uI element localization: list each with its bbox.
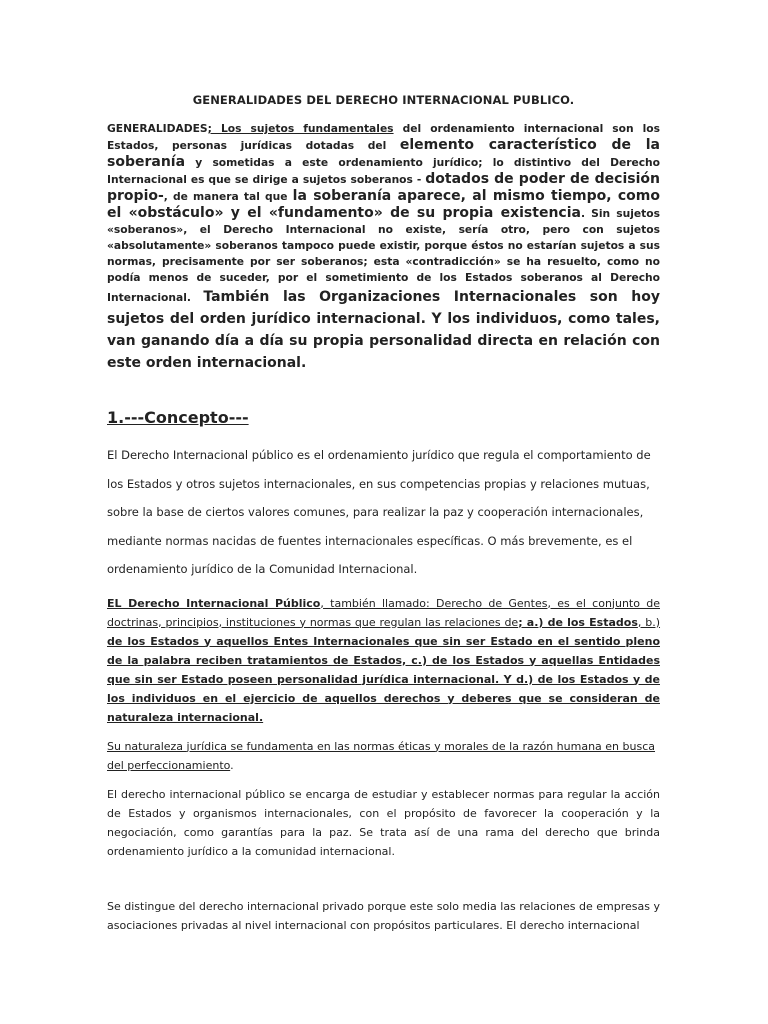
paragraph-text: . Sin sujetos «soberanos», el Derecho Internacional no existe, sería otro, pero con sujetos «absolutamente» soberanos tampoco puede existir, porque éstos no estarían sujetos a sus normas, precisamente por ser soberanos; esta «contradicción» se ha resuelto, como no podía menos de suceder, por el sometimiento de los Estados soberanos al Derecho Internacional. <box>107 207 660 304</box>
distingue-paragraph: Se distingue del derecho internacional privado porque este solo media las relaciones de empresas y asociaciones privadas al nivel internacional con propósitos particulares. El derecho internacional <box>107 899 660 932</box>
derecho-gentes-paragraph <box>107 594 660 727</box>
naturaleza-juridica-paragraph <box>107 737 660 775</box>
generalidades-paragraph <box>107 121 660 374</box>
paragraph-text: , b.) <box>637 615 661 629</box>
paragraph-text: . <box>300 355 307 371</box>
naturaleza-text: Su naturaleza jurídica se fundamenta en las normas éticas y morales de la razón humana en busca del perfeccionamiento <box>107 739 656 772</box>
encarga-paragraph: El derecho internacional público se encarga de estudiar y establecer normas para regular la acción de Estados y organismos internacionales, con el propósito de favorecer la cooperación y la negociación, como garantías para la paz. Se trata así de una rama del derecho que brinda ordenamiento jurídico a la comunidad internacional. <box>107 787 660 858</box>
concepto-heading: 1.---Concepto--- <box>107 408 249 427</box>
paragraph-text: , de manera tal que <box>163 190 293 203</box>
item-a-text: ; a.) de los Estados <box>518 615 638 629</box>
paragraph-text: del ordenamiento internacional son los Estados, personas jurídicas dotadas del <box>107 122 660 152</box>
paragraph-text: , también llamado: Derecho de Gentes, es el conjunto de doctrinas, principios, instituciones y normas que regulan las relaciones de <box>107 596 660 629</box>
items-b-d-text: de los Estados y aquellos Entes Internacionales que sin ser Estado en el sentido pleno de la palabra reciben tratamientos de Estados, c.) de los Estados y aquellas Entidades que sin ser Estado poseen personalidad jurídica internacional. Y d.) de los Estados y de los individuos en el ejercicio de aquellos derechos y deberes que se consideran de naturaleza internacional. <box>107 634 660 724</box>
concepto-paragraph: El Derecho Internacional público es el ordenamiento jurídico que regula el comportamiento de los Estados y otros sujetos internacionales, en sus competencias propias y relaciones mutuas, sobre la base de ciertos valores comunes, para realizar la paz y cooperación internacionales, mediante normas nacidas de fuentes internacionales específicas. O más brevemente, es el ordenamiento jurídico de la Comunidad Internacional. <box>107 448 651 576</box>
sujetos-fundamentales-text: ; Los sujetos fundamentales <box>207 122 394 135</box>
generalidades-label: GENERALIDADES <box>107 122 208 135</box>
emphasis-organizaciones: También las Organizaciones Internacionales son hoy sujetos del orden jurídico internacional. Y los individuos, como tales, van ganando día a día su propia personalidad directa en relación con este orden internacional <box>107 289 660 371</box>
emphasis-soberania-aparece: la soberanía aparece, al mismo tiempo, como el «obstáculo» y el «fundamento» de su propia existencia <box>107 188 660 221</box>
emphasis-soberania: elemento característico de la soberanía <box>107 137 661 170</box>
document-page <box>107 93 660 935</box>
paragraph-text: y sometidas a este ordenamiento jurídico; lo distintivo del Derecho Internacional es que se dirige a sujetos soberanos - <box>107 156 660 186</box>
emphasis-poder-decision: dotados de poder de decisión propio- <box>107 171 660 204</box>
derecho-internacional-publico-term: EL Derecho Internacional Público <box>107 596 321 610</box>
paragraph-text: . <box>230 758 234 772</box>
document-title: GENERALIDADES DEL DERECHO INTERNACIONAL PUBLICO. <box>192 93 575 107</box>
